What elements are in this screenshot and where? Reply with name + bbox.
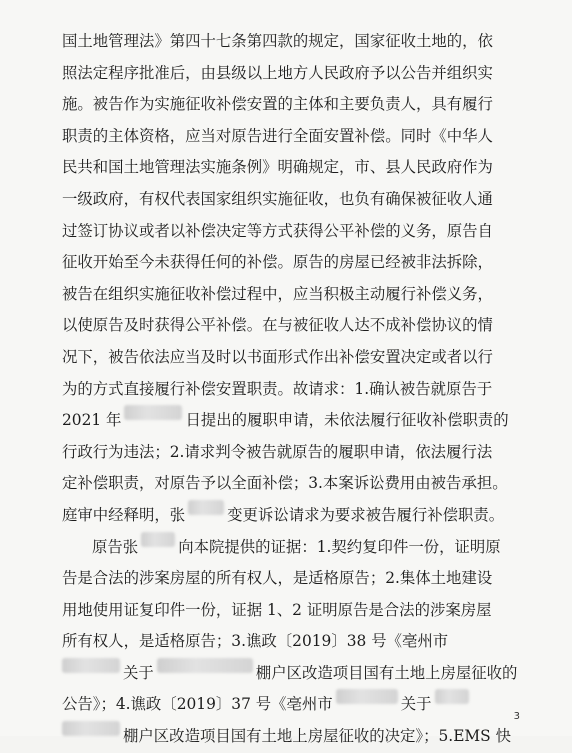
text-segment: 被告在组织实施征收补偿过程中，应当积极主动履行补偿义务， — [62, 284, 493, 303]
text-segment: 施。被告作为实施征收补偿安置的主体和主要负责人，具有履行 — [62, 95, 493, 114]
text-line — [62, 437, 528, 469]
text-segment: 原告张 — [92, 537, 139, 556]
redaction-blur — [62, 658, 120, 673]
text-segment: 关于 — [400, 695, 432, 714]
text-line — [62, 595, 528, 627]
redaction-blur — [124, 405, 182, 420]
text-segment: 关于 — [123, 663, 154, 682]
text-segment: 用地使用证复印件一份，证据 1、2 证明原告是合法的涉案房屋 — [62, 600, 492, 619]
text-segment: 公告》；4.谯政〔2019〕37 号《亳州市 — [62, 695, 333, 714]
text-segment: 国土地管理法》第四十七条第四款的规定，国家征收土地的，依 — [62, 32, 493, 50]
text-segment: 以使原告及时获得公平补偿。在与被征收人达不成补偿协议的情 — [62, 316, 493, 335]
text-segment: 照法定程序批准后，由县级以上地方人民政府予以公告并组织实 — [62, 63, 493, 82]
text-line — [62, 121, 528, 153]
text-line — [62, 247, 528, 279]
text-segment: 职责的主体资格，应当对原告进行全面安置补偿。同时《中华人 — [62, 126, 493, 145]
text-line — [62, 342, 528, 374]
page-number: 3 — [513, 711, 520, 722]
text-line — [62, 563, 528, 595]
text-line — [62, 310, 528, 342]
text-line — [62, 626, 528, 658]
text-segment: 征收开始至今未获得任何的补偿。原告的房屋已经被非法拆除， — [62, 253, 493, 272]
text-line — [62, 89, 528, 121]
text-line — [62, 58, 528, 90]
redaction-blur — [62, 721, 120, 736]
text-segment: 所有权人，是适格原告；3.谯政〔2019〕38 号《亳州市 — [62, 632, 449, 651]
text-segment: 向本院提供的证据：1.契约复印件一份，证明原 — [178, 537, 501, 556]
text-segment: 棚户区改造项目国有土地上房屋征收的决定》；5.EMS 快 — [123, 727, 512, 746]
text-line — [62, 721, 528, 753]
text-line — [62, 500, 528, 532]
text-segment: 定补偿职责，对原告予以全面补偿；3.本案诉讼费用由被告承担。 — [62, 474, 508, 493]
text-segment: 一级政府，有权代表国家组织实施征收，也负有确保被征收人通 — [62, 189, 493, 208]
text-line — [62, 279, 528, 311]
text-line — [62, 468, 528, 500]
text-line — [62, 532, 528, 564]
text-line — [62, 184, 528, 216]
redaction-blur — [141, 532, 175, 547]
redaction-blur — [188, 500, 224, 515]
text-line — [62, 26, 528, 58]
text-segment: 日提出的履职申请，未依法履行征收补偿职责的 — [185, 411, 509, 430]
text-segment: 过签订协议或者以补偿决定等方式获得公平补偿的义务，原告自 — [62, 221, 493, 240]
text-segment: 2021 年 — [62, 411, 122, 430]
text-segment: 棚户区改造项目国有土地上房屋征收的 — [255, 663, 518, 682]
redaction-blur — [157, 658, 253, 673]
text-line — [62, 374, 528, 406]
text-segment: 为的方式直接履行补偿安置职责。故请求：1.确认被告就原告于 — [62, 379, 493, 398]
text-line — [62, 405, 528, 437]
text-segment: 告是合法的涉案房屋的所有权人，是适格原告；2.集体土地建设 — [62, 569, 493, 588]
redaction-blur — [336, 689, 398, 704]
text-line — [62, 658, 528, 690]
text-segment: 况下，被告依法应当及时以书面形式作出补偿安置决定或者以行 — [62, 347, 493, 366]
redaction-blur — [435, 689, 469, 704]
body-text — [62, 26, 528, 753]
text-segment: 庭审中经释明，张 — [62, 505, 186, 524]
text-segment: 变更诉讼请求为要求被告履行补偿职责。 — [227, 505, 505, 524]
text-line — [62, 152, 528, 184]
text-line — [62, 216, 528, 248]
text-segment: 行政行为违法；2.请求判令被告就原告的履职申请，依法履行法 — [62, 442, 493, 461]
text-line — [62, 689, 528, 721]
text-segment: 民共和国土地管理法实施条例》明确规定，市、县人民政府作为 — [62, 158, 493, 177]
